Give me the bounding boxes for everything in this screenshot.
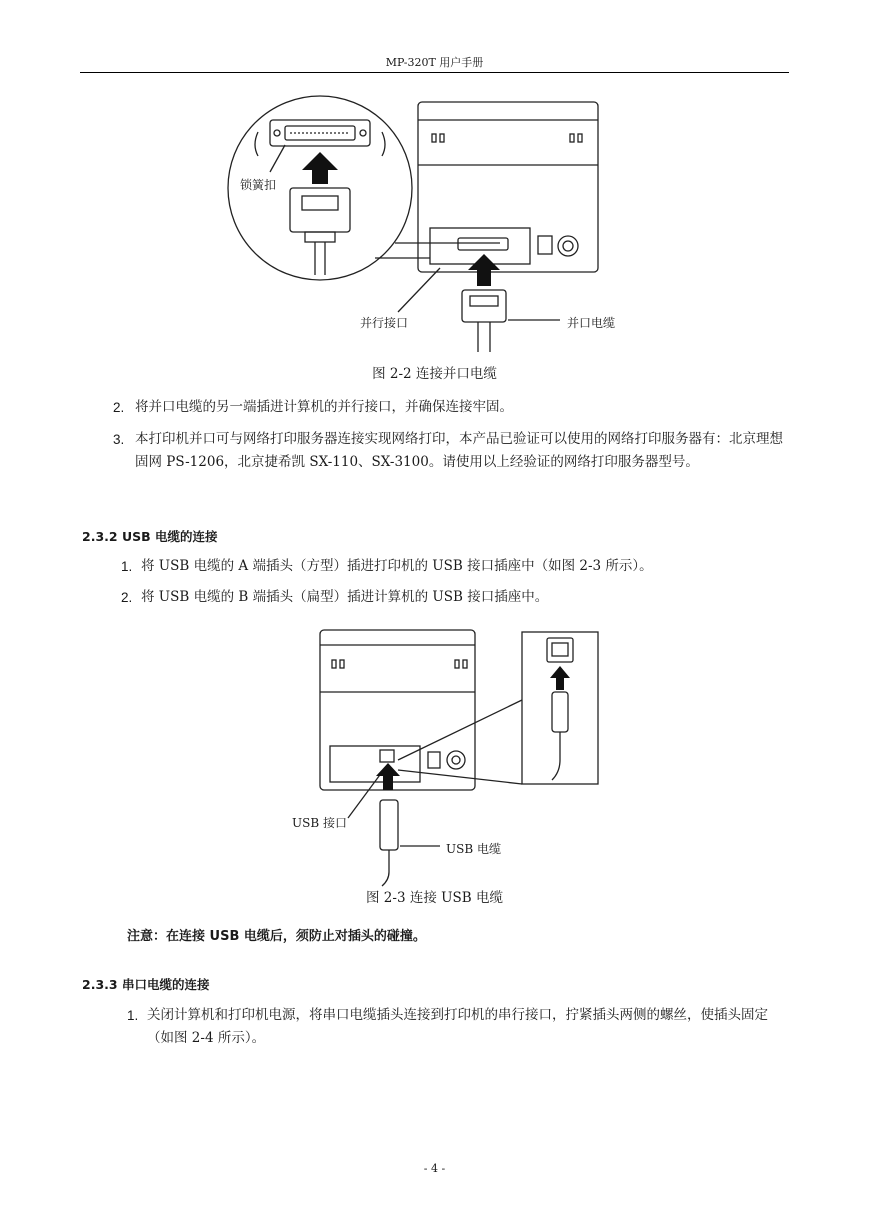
- usb-printer-body: [320, 630, 475, 790]
- section-heading-serial: 2.3.3 串口电缆的连接: [82, 977, 210, 992]
- usb-note: 注意：在连接 USB 电缆后，须防止对插头的碰撞。: [127, 929, 426, 944]
- list-item: 2. 将并口电缆的另一端插进计算机的并行接口，并确保连接牢固。: [113, 399, 513, 415]
- figure-2-3-caption: 图 2-3 连接 USB 电缆: [366, 890, 503, 906]
- usb-port-area: [330, 746, 420, 782]
- parallel-port-label: 并行接口: [360, 316, 409, 330]
- usb-zoom-arrow: [550, 666, 570, 690]
- parallel-cable-label: 并口电缆: [567, 316, 616, 330]
- section-heading-usb: 2.3.2 USB 电缆的连接: [82, 529, 218, 544]
- usb-socket: [380, 750, 394, 762]
- list-item: 2. 将 USB 电缆的 B 端插头（扁型）插进计算机的 USB 接口插座中。: [121, 589, 549, 605]
- list-item: 3. 本打印机并口可与网络打印服务器连接实现网络打印，本产品已验证可以使用的网络打印服务器有：北京理想固网 PS-1206，北京捷希凯 SX-110、SX-3100。请使用以上经验证的网络打印服务器型号。: [113, 431, 783, 470]
- latch-label: 锁簧扣: [240, 178, 277, 192]
- usb-up-arrow: [376, 763, 400, 790]
- list-item: 1. 关闭计算机和打印机电源，将串口电缆插头连接到打印机的串行接口，拧紧插头两侧的螺丝，使插头固定（如图 2-4 所示）。: [127, 1007, 768, 1046]
- usb-cable-label: USB 电缆: [446, 842, 501, 856]
- usb-port-label: USB 接口: [292, 816, 347, 830]
- list-item: 1. 将 USB 电缆的 A 端插头（方型）插进打印机的 USB 接口插座中（如图 2-3 所示）。: [121, 558, 653, 574]
- page-number: - 4 -: [423, 1162, 446, 1175]
- running-header: MP-320T 用户手册: [385, 56, 484, 69]
- usb-plug: [380, 800, 398, 850]
- figure-2-2-caption: 图 2-2 连接并口电缆: [372, 366, 497, 382]
